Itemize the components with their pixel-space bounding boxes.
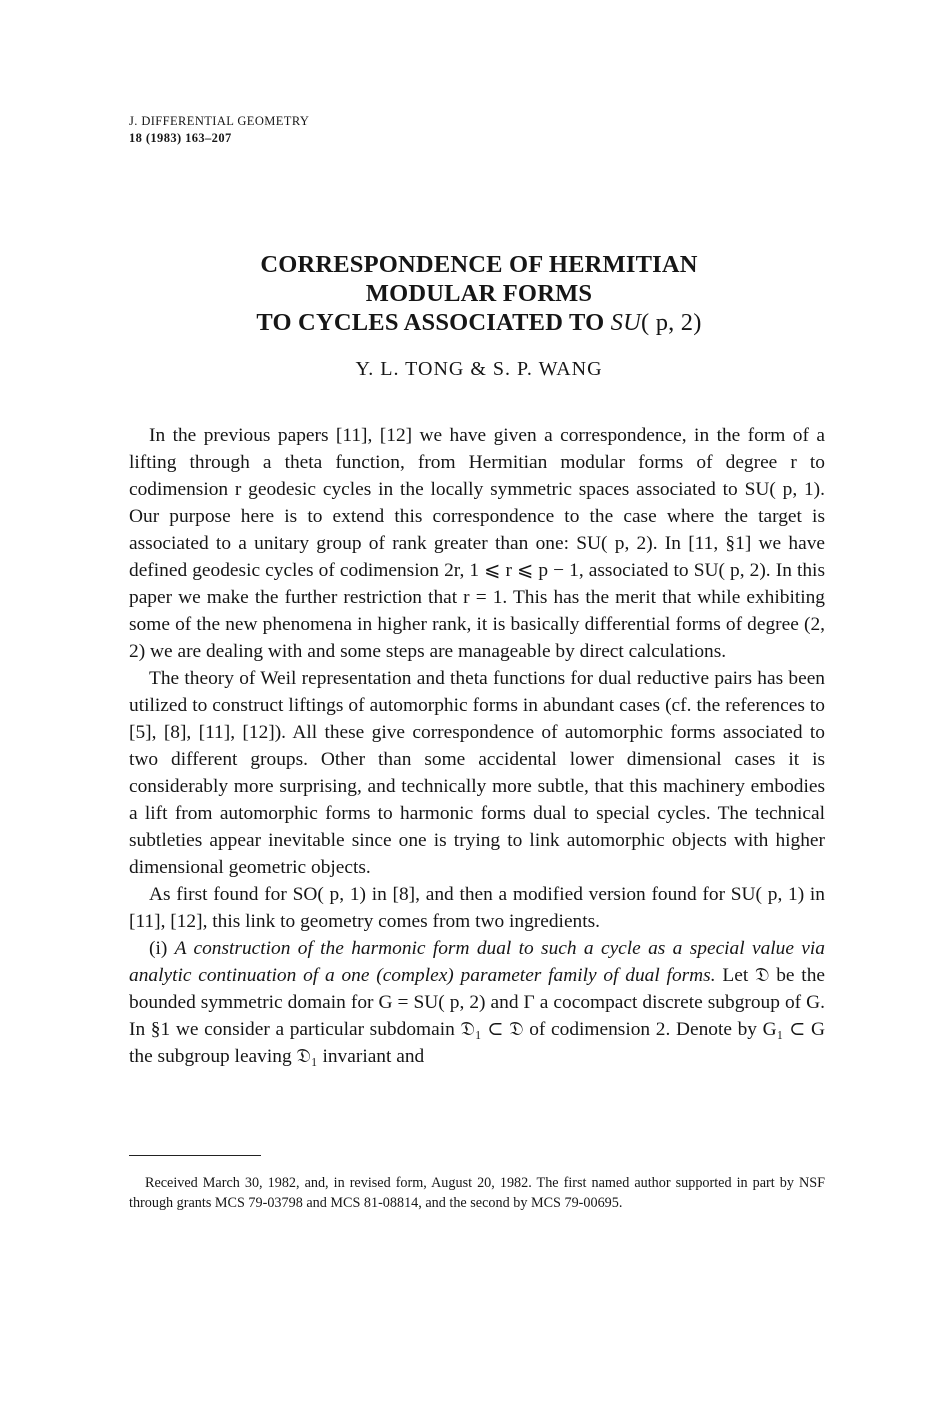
authors: Y. L. TONG & S. P. WANG (355, 358, 603, 380)
journal-name: J. DIFFERENTIAL GEOMETRY (129, 114, 310, 128)
paragraph-2: The theory of Weil representation and theta functions for dual reductive pairs has been utilized to construct liftings of automorphic forms in abundant cases (cf. the references to [5], [8], [11], [12]). All these give correspondence of automorphic forms associated to two different groups. Other than some accidental lower dimensional cases it is considerably more surprising, and technically more subtle, that this machinery embodies a lift from automorphic forms to harmonic forms dual to special cycles. The technical subtleties appear inevitable since one is trying to link automorphic objects with higher dimensional geometric objects. (129, 668, 825, 878)
footnote-text: Received March 30, 1982, and, in revised form, August 20, 1982. The first named author supported in part by NSF through grants MCS 79-03798 and MCS 81-08814, and the second by MCS 79-00695. (129, 1175, 825, 1211)
paragraph-4 (129, 935, 825, 1070)
body-text (129, 422, 825, 1070)
footnote-rule (129, 1155, 261, 1156)
footnote (129, 1173, 825, 1213)
paragraph-3: As first found for SO( p, 1) in [8], and then a modified version found for SU( p, 1) in [11], [12], this link to geometry comes from two ingredients. (129, 884, 825, 932)
paragraph-4-italic: A construction of the harmonic form dual to such a cycle as a special value via analytic continuation of a one (complex) parameter family of dual forms. (129, 938, 825, 986)
title-line-3 (129, 308, 829, 337)
journal-header (129, 113, 309, 147)
title-line-1: CORRESPONDENCE OF HERMITIAN (260, 251, 698, 278)
title-line-3-text: TO CYCLES ASSOCIATED TO (256, 309, 611, 336)
title-math-group: SU (610, 309, 642, 336)
paragraph-4-label: (i) (149, 938, 175, 959)
title-line-2: MODULAR FORMS (365, 280, 593, 307)
paper-title (129, 250, 829, 337)
title-math-args: ( p, 2) (641, 309, 702, 336)
journal-volume: 18 (1983) 163–207 (129, 131, 232, 145)
paragraph-4-rest: Let 𝔇 be the bounded symmetric domain for G = SU( p, 2) and Γ a cocompact discrete subgroup of G. In §1 we consider a particular subdomain 𝔇₁ ⊂ 𝔇 of codimension 2. Denote by G₁ ⊂ G the subgroup leaving 𝔇₁ invariant and (129, 965, 826, 1067)
paragraph-1: In the previous papers [11], [12] we have given a correspondence, in the form of a lifting through a theta function, from Hermitian modular forms of degree r to codimension r geodesic cycles in the locally symmetric spaces associated to SU( p, 1). Our purpose here is to extend this correspondence to the case where the target is associated to a unitary group of rank greater than one: SU( p, 2). In [11, §1] we have defined geodesic cycles of codimension 2r, 1 ⩽ r ⩽ p − 1, associated to SU( p, 2). In this paper we make the further restriction that r = 1. This has the merit that while exhibiting some of the new phenomena in higher rank, it is basically differential forms of degree (2, 2) we are dealing with and some steps are manageable by direct calculations. (129, 425, 825, 662)
